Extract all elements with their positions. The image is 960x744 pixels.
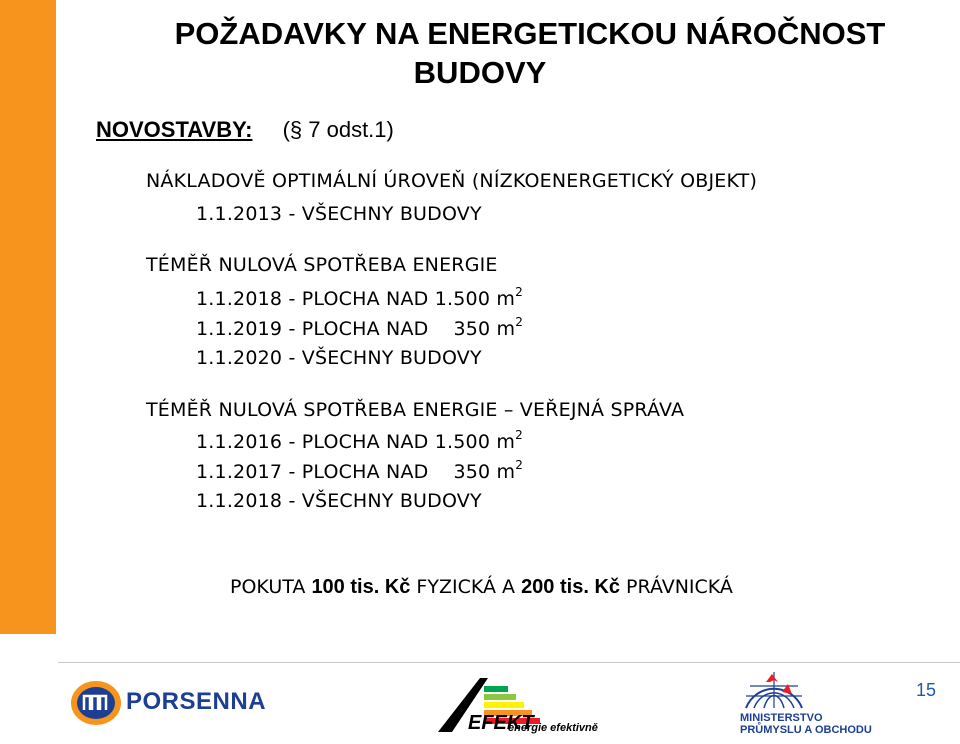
ministry-globe-icon (742, 668, 806, 710)
ministry-logo-text: MINISTERSTVO PRŮMYSLU A OBCHODU (740, 712, 872, 736)
porsenna-logo-icon (70, 680, 122, 726)
penalty-amount-natural: 100 tis. Kč (311, 576, 411, 598)
list-item: 1.1.2019 - PLOCHA NAD 350 $m^2$ (196, 315, 524, 340)
efekt-logo-subtext: energie efektivně (508, 722, 598, 734)
section-heading-cost-optimal: NÁKLADOVĚ OPTIMÁLNÍ ÚROVEŇ (NÍZKOENERGETICKÝ OBJEKT) (146, 170, 758, 192)
orange-side-bar (0, 0, 56, 634)
list-item: 1.1.2020 - VŠECHNY BUDOVY (196, 347, 482, 369)
superscript: 2 (515, 428, 523, 442)
penalty-line: POKUTA 100 tis. Kč FYZICKÁ A 200 tis. Kč PRÁVNICKÁ (230, 576, 733, 598)
list-item: 1.1.2018 - PLOCHA NAD 1.500 $m^2$ (196, 285, 523, 310)
superscript: 2 (515, 315, 524, 329)
porsenna-logo-text: PORSENNA (126, 688, 267, 715)
efekt-logo-text: EFEKT (468, 712, 534, 734)
list-item: 1.1.2013 - VŠECHNY BUDOVY (196, 203, 482, 225)
superscript: 2 (515, 458, 524, 472)
list-item: 1.1.2016 - PLOCHA NAD 1.500 $m^2$ (196, 428, 523, 453)
section-heading-nearly-zero: TÉMĚŘ NULOVÁ SPOTŘEBA ENERGIE (146, 254, 498, 276)
subtitle-label: NOVOSTAVBY: (96, 117, 253, 142)
list-item: 1.1.2017 - PLOCHA NAD 350 $m^2$ (196, 458, 524, 483)
list-item: 1.1.2018 - VŠECHNY BUDOVY (196, 490, 482, 512)
slide-title-line2: BUDOVY (413, 55, 547, 90)
page-number: 15 (916, 680, 937, 700)
subtitle-reference: (§ 7 odst.1) (282, 117, 394, 142)
superscript: 2 (515, 285, 523, 299)
footer-divider (58, 662, 960, 663)
penalty-amount-legal: 200 tis. Kč (521, 576, 621, 598)
slide-title-line1: POŽADAVKY NA ENERGETICKOU NÁROČNOST (174, 16, 886, 51)
section-heading-public-admin: TÉMĚŘ NULOVÁ SPOTŘEBA ENERGIE – VEŘEJNÁ SPRÁVA (146, 399, 685, 421)
subtitle (96, 117, 394, 143)
